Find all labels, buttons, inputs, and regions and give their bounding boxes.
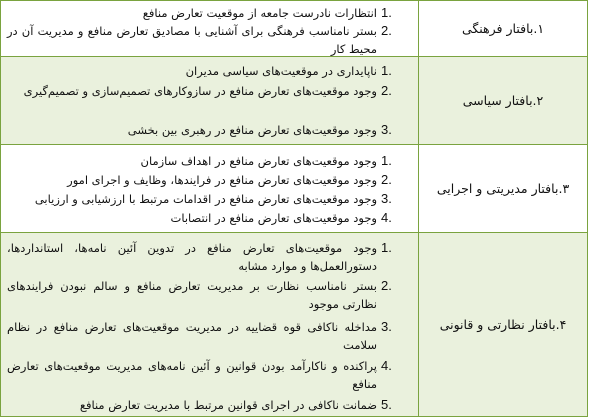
- item-text: پراکنده و ناکارآمد بودن قوانین و آئین نامه‌های مدیریت موقعیت‌های تعارض منافع: [7, 359, 377, 391]
- item-number: 2.: [381, 278, 392, 293]
- item-number: 4.: [381, 358, 392, 373]
- item-number: 3.: [381, 191, 392, 206]
- items-cell: [1, 145, 419, 232]
- items-cell: [1, 57, 419, 144]
- item-number: 2.: [381, 172, 392, 187]
- item-text: ناپایداری در موقعیت‌های سیاسی مدیران: [185, 64, 377, 78]
- item-number: 2.: [381, 23, 392, 38]
- item-text: وجود موقعیت‌های تعارض منافع در رهبری بین بخشی: [127, 123, 377, 137]
- item-text: بستر نامناسب نظارت بر مدیریت تعارض منافع و سالم نبودن فرایندهای نظارتی موجود: [7, 279, 377, 311]
- item-number: 3.: [381, 122, 392, 137]
- table-row: [1, 145, 587, 233]
- item-number: 1.: [381, 153, 392, 168]
- items-cell: [1, 1, 419, 56]
- item-text: وجود موقعیت‌های تعارض منافع در انتصابات: [170, 211, 377, 225]
- item-number: 5.: [381, 397, 392, 412]
- item-number: 1.: [381, 63, 392, 78]
- category-label: ۳.بافتار مدیریتی و اجرایی: [436, 181, 570, 196]
- item-text: وجود موقعیت‌های تعارض منافع در تدوین آئین نامه‌ها، استانداردها، دستورالعمل‌ها و موارد مشابه: [7, 241, 377, 273]
- table-row: [1, 233, 587, 416]
- item-number: 3.: [381, 319, 392, 334]
- item-text: انتظارات نادرست جامعه از موقعیت تعارض منافع: [142, 6, 377, 20]
- table-row: [1, 1, 587, 57]
- category-label: ۴.بافتار نظارتی و قانونی: [439, 317, 567, 332]
- item-text: ضمانت ناکافی در اجرای قوانین مرتبط با مدیریت تعارض منافع: [79, 398, 377, 412]
- item-text: وجود موقعیت‌های تعارض منافع در سازوکارهای تصمیم‌سازی و تصمیم‌گیری: [23, 84, 377, 98]
- item-text: بستر نامناسب فرهنگی برای آشنایی با مصادیق تعارض منافع و مدیریت آن در محیط کار: [7, 24, 377, 56]
- item-text: وجود موقعیت‌های تعارض منافع در اهداف سازمان: [140, 154, 377, 168]
- category-label: ۱.بافتار فرهنگی: [461, 21, 545, 36]
- item-text: مداخله ناکافی قوه قضاییه در مدیریت موقعیت‌های تعارض منافع در نظام سلامت: [7, 320, 377, 352]
- category-label: ۲.بافتار سیاسی: [462, 93, 544, 108]
- item-number: 1.: [381, 240, 392, 255]
- item-number: 2.: [381, 83, 392, 98]
- item-number: 1.: [381, 5, 392, 20]
- item-number: 4.: [381, 210, 392, 225]
- table-row: [1, 57, 587, 145]
- item-text: وجود موقعیت‌های تعارض منافع در فرایندها، وظایف و اجرای امور: [67, 173, 377, 187]
- item-text: وجود موقعیت‌های تعارض منافع در اقدامات مرتبط با ارزشیابی و ارزیابی: [34, 192, 377, 206]
- items-cell: [1, 233, 419, 416]
